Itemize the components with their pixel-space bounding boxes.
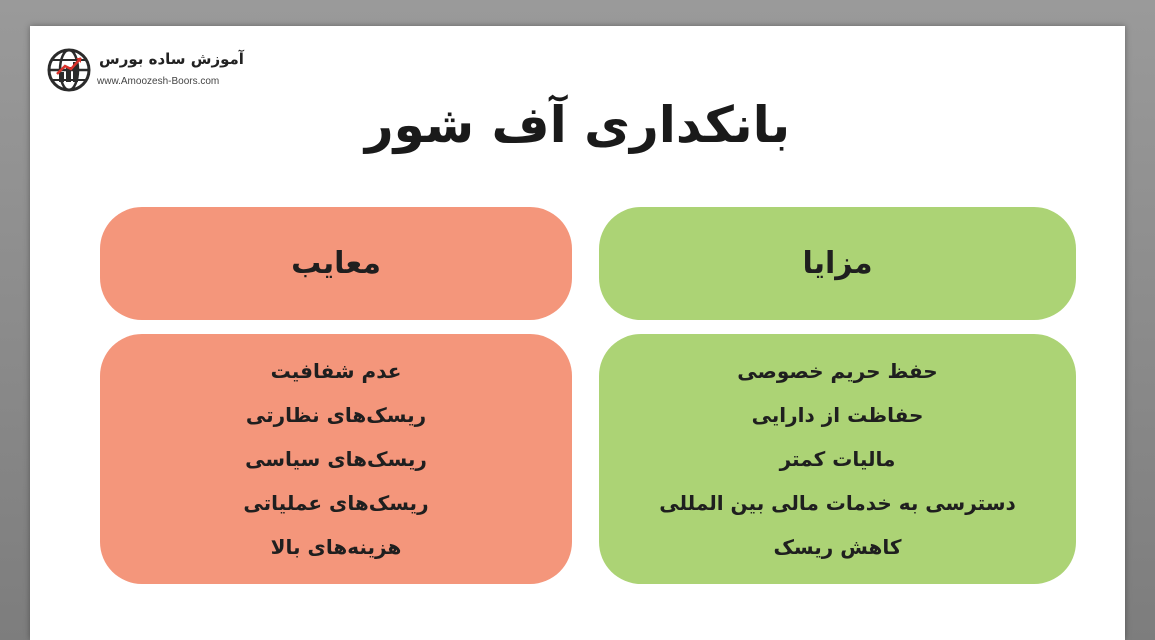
brand-name: آموزش ساده بورس [99,50,244,68]
cons-heading: معایب [291,246,381,281]
globe-chart-icon [47,48,91,92]
pros-item: حفاظت از دارایی [751,402,924,427]
brand-logo [47,44,247,96]
infographic-card [30,26,1125,640]
pros-item: حفظ حریم خصوصی [737,358,938,383]
pros-heading: مزایا [802,246,873,281]
cons-item: ریسک‌های سیاسی [245,446,427,471]
pros-list [599,334,1076,584]
page-title: بانکداری آف شور [364,96,791,154]
cons-list [100,334,572,584]
cons-item: هزینه‌های بالا [270,534,402,559]
pros-header [599,207,1076,320]
pros-item: کاهش ریسک [773,534,902,559]
cons-item: عدم شفافیت [270,358,402,383]
cons-header [100,207,572,320]
cons-item: ریسک‌های عملیاتی [243,490,429,515]
brand-url: www.Amoozesh-Boors.com [97,76,220,87]
pros-item: دسترسی به خدمات مالی بین المللی [659,490,1016,515]
pros-item: مالیات کمتر [779,446,896,471]
cons-item: ریسک‌های نظارتی [245,402,427,427]
